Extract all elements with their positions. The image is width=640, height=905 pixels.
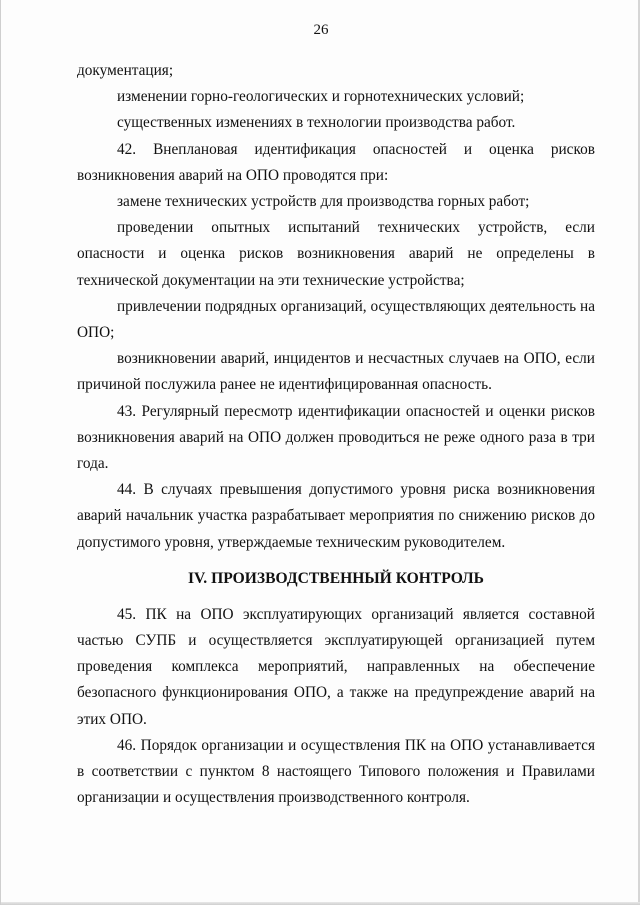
paragraph-clause-46: 46. Порядок организации и осуществления ПК на ОПО устанавливается в соответствии с пунктом 8 настоящего Типового положения и Правилами организации и осуществления производственного контроля. (77, 736, 595, 807)
paragraph: привлечении подрядных организаций, осуществляющих деятельность на ОПО; (77, 297, 595, 342)
paragraph: проведении опытных испытаний технических устройств, если опасности и оценка рисков возникновения аварий не определены в технической документации на эти технические устройства; (77, 219, 595, 289)
paragraph-clause-42: 42. Внеплановая идентификация опасностей и оценка рисков возникновения аварий на ОПО проводятся при: (77, 140, 595, 184)
paragraph: документация; (77, 62, 174, 79)
paragraph-clause-43: 43. Регулярный пересмотр идентификации опасностей и оценки рисков возникновения аварий на ОПО должен проводиться не реже одного раза в три года. (77, 402, 595, 473)
paragraph-clause-44: 44. В случаях превышения допустимого уровня риска возникновения аварий начальник участка разрабатывает мероприятия по снижению рисков до допустимого уровня, утверждаемые техническим руководителем. (77, 481, 595, 551)
page-number: 26 (313, 22, 329, 38)
paragraph: существенных изменениях в технологии производства работ. (117, 114, 516, 132)
paragraph-clause-45: 45. ПК на ОПО эксплуатирующих организаций является составной частью СУПБ и осуществляется эксплуатирующей организацией путем проведения комплекса мероприятий, направленных на обеспечение безопасного функционирования ОПО, а также на предупреждение аварий на этих ОПО. (77, 605, 595, 728)
section-heading: IV. ПРОИЗВОДСТВЕННЫЙ КОНТРОЛЬ (187, 569, 484, 587)
paragraph: возникновении аварий, инцидентов и несчастных случаев на ОПО, если причиной послужила ранее не идентифицированная опасность. (77, 350, 595, 394)
paragraph: замене технических устройств для производства горных работ; (117, 193, 530, 211)
document-body (77, 58, 595, 811)
paragraph: изменении горно-геологических и горнотехнических условий; (117, 88, 525, 106)
